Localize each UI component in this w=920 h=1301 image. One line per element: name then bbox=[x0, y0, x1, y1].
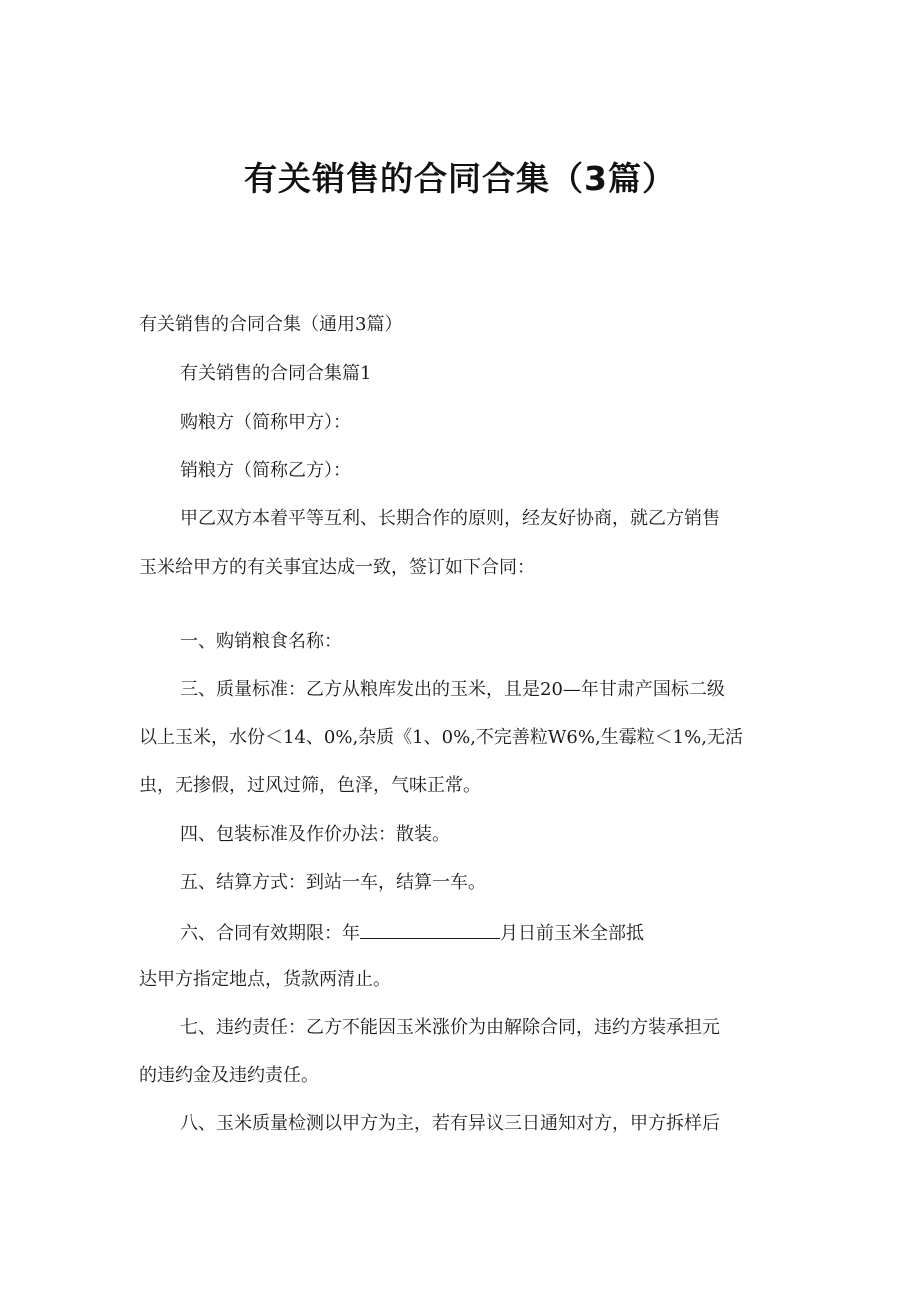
document-subtitle: 有关销售的合同合集（通用3篇） bbox=[139, 314, 403, 335]
clause-3-line-3: 虫，无掺假，过风过筛，色泽，气味正常。 bbox=[139, 775, 481, 796]
clause-3-line-2: 以上玉米，水份＜14、0%,杂质《1、0%,不完善粒W6%,生霉粒＜1%,无活 bbox=[139, 727, 743, 748]
clause-1: 一、购销粮食名称： bbox=[180, 631, 342, 652]
party-a-line: 购粮方（简称甲方）： bbox=[180, 412, 351, 433]
clause-5: 五、结算方式：到站一车，结算一车。 bbox=[180, 872, 486, 893]
clause-7-line-2: 的违约金及违约责任。 bbox=[139, 1065, 319, 1086]
fill-in-blank-line bbox=[360, 920, 500, 939]
clause-8-line-1: 八、玉米质量检测以甲方为主，若有异议三日通知对方，甲方拆样后 bbox=[180, 1113, 720, 1134]
clause-6-line-2: 达甲方指定地点，货款两清止。 bbox=[139, 969, 391, 990]
intro-paragraph-line-2: 玉米给甲方的有关事宜达成一致，签订如下合同： bbox=[139, 557, 535, 578]
clause-6-part-1: 六、合同有效期限：年 bbox=[180, 923, 360, 944]
clause-6-line-1 bbox=[180, 920, 644, 946]
clause-6-part-2: 月日前玉米全部抵 bbox=[500, 923, 644, 944]
party-b-line: 销粮方（简称乙方）： bbox=[180, 460, 351, 481]
clause-4: 四、包装标准及作价办法：散装。 bbox=[180, 824, 450, 845]
section-heading: 有关销售的合同合集篇1 bbox=[180, 363, 372, 384]
document-title: 有关销售的合同合集（3篇） bbox=[244, 159, 676, 198]
intro-paragraph-line-1: 甲乙双方本着平等互利、长期合作的原则，经友好协商，就乙方销售 bbox=[180, 508, 720, 529]
clause-7-line-1: 七、违约责任：乙方不能因玉米涨价为由解除合同，违约方装承担元 bbox=[180, 1017, 720, 1038]
clause-3-line-1: 三、质量标准：乙方从粮库发出的玉米，且是20—年甘肃产国标二级 bbox=[180, 679, 725, 700]
